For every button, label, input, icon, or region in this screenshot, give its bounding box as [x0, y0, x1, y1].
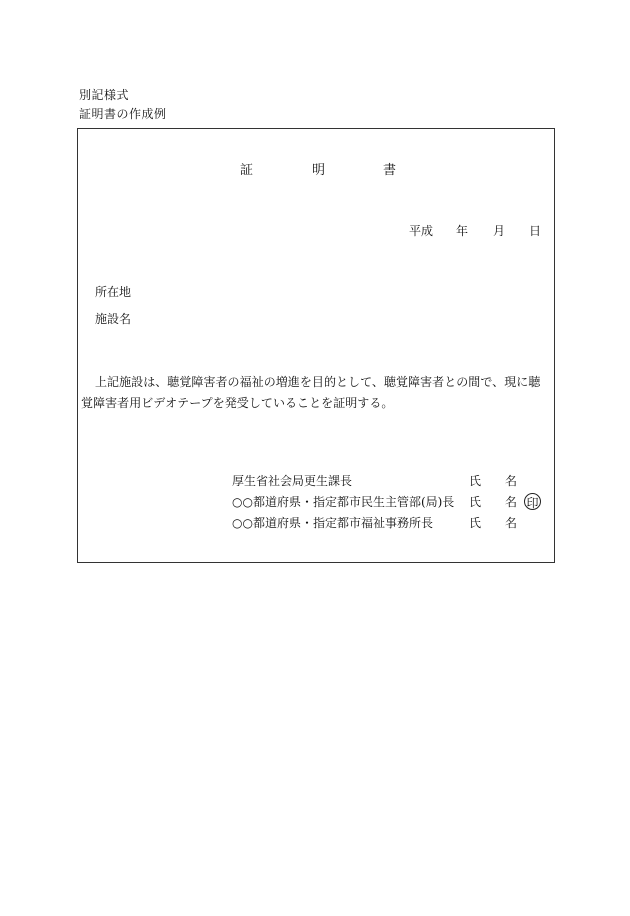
- seal-icon: 印: [524, 493, 541, 510]
- signer-row: [78, 493, 554, 511]
- form-subtitle: 証明書の作成例: [79, 107, 167, 121]
- facility-label: 施設名: [95, 312, 132, 326]
- title-char-2: 明: [312, 163, 326, 178]
- signer-row: [78, 472, 554, 490]
- date-row: [78, 223, 554, 239]
- signer-name-char-2: 名: [505, 516, 518, 530]
- signer-title: ○○都道府県・指定都市福祉事務所長: [232, 516, 433, 530]
- date-day: 日: [529, 224, 542, 238]
- certificate-box: [77, 128, 555, 563]
- signer-name-char-2: 名: [505, 474, 518, 488]
- location-label: 所在地: [95, 285, 132, 299]
- signer-name-char-1: 氏: [469, 495, 482, 509]
- title-char-1: 証: [240, 163, 254, 178]
- form-name: 別記様式: [79, 88, 130, 102]
- certificate-title: [78, 163, 554, 179]
- date-year: 年: [456, 224, 469, 238]
- signer-name-char-1: 氏: [469, 474, 482, 488]
- signer-title: ○○都道府県・指定都市民生主管部(局)長: [232, 495, 455, 509]
- date-month: 月: [493, 224, 506, 238]
- certification-statement: 上記施設は、聴覚障害者の福祉の増進を目的として、聴覚障害者との間で、現に聴覚障害者用ビデオテープを発受していることを証明する。: [81, 375, 541, 410]
- signer-row: [78, 514, 554, 532]
- signer-name-char-1: 氏: [469, 516, 482, 530]
- signer-title: 厚生省社会局更生課長: [232, 474, 353, 488]
- title-char-3: 書: [383, 163, 397, 178]
- signer-name-char-2: 名: [505, 495, 518, 509]
- date-era: 平成: [409, 224, 434, 238]
